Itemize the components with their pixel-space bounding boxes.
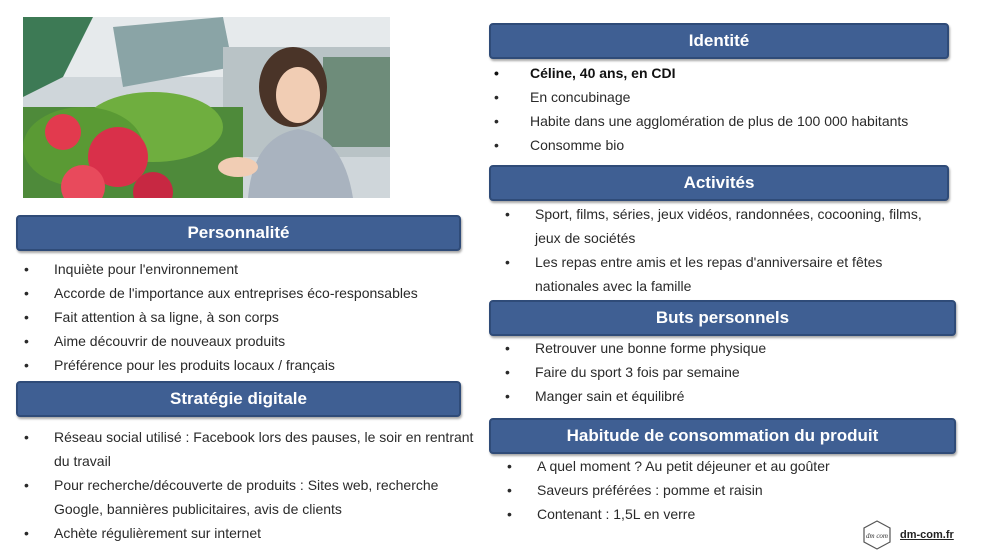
identite-list (494, 61, 964, 157)
buts-list (489, 336, 949, 408)
list-item: • Achète régulièrement sur internet (24, 521, 476, 545)
list-item: • Accorde de l'importance aux entreprises éco-responsables (24, 281, 474, 305)
personnalite-header (16, 215, 461, 251)
market-photo-illustration (23, 17, 390, 198)
habitude-title: Habitude de consommation du produit (566, 426, 879, 445)
list-item: • Aime découvrir de nouveaux produits (24, 329, 474, 353)
list-item: • Fait attention à sa ligne, à son corps (24, 305, 474, 329)
list-item: • Pour recherche/découverte de produits : Sites web, recherche Google, bannières publicitaires, avis de clients (24, 473, 476, 521)
strategie-title: Stratégie digitale (170, 389, 307, 408)
list-item: • Les repas entre amis et les repas d'anniversaire et fêtes nationales avec la famille (489, 250, 929, 298)
identite-header (489, 23, 949, 59)
list-item: • Consomme bio (494, 133, 964, 157)
list-item: • Habite dans une agglomération de plus de 100 000 habitants (494, 109, 964, 133)
list-item: • Inquiète pour l'environnement (24, 257, 474, 281)
dm-com-logo (862, 520, 954, 550)
habitude-list (491, 454, 951, 526)
list-item: • Faire du sport 3 fois par semaine (489, 360, 949, 384)
list-item: • Retrouver une bonne forme physique (489, 336, 949, 360)
list-item: • En concubinage (494, 85, 964, 109)
list-item: • Céline, 40 ans, en CDI (494, 61, 964, 85)
list-item: • Préférence pour les produits locaux / français (24, 353, 474, 377)
list-item: • Réseau social utilisé : Facebook lors des pauses, le soir en rentrant du travail (24, 425, 476, 473)
personnalite-title: Personnalité (187, 223, 290, 242)
strategie-list (24, 425, 476, 545)
persona-photo (23, 17, 390, 198)
buts-title: Buts personnels (655, 308, 790, 327)
list-item: • A quel moment ? Au petit déjeuner et au goûter (491, 454, 951, 478)
habitude-header (489, 418, 956, 454)
logo-url: dm-com.fr (900, 529, 954, 541)
strategie-header (16, 381, 461, 417)
buts-header (489, 300, 956, 336)
activites-title: Activités (683, 173, 755, 192)
logo-mark: dm com (866, 532, 888, 540)
personnalite-list (24, 257, 474, 377)
identite-title: Identité (688, 31, 750, 50)
list-item: • Contenant : 1,5L en verre (491, 502, 951, 526)
list-item: • Saveurs préférées : pomme et raisin (491, 478, 951, 502)
activites-list (489, 202, 929, 298)
logo-icon (862, 520, 892, 550)
activites-header (489, 165, 949, 201)
list-item: • Sport, films, séries, jeux vidéos, randonnées, cocooning, films, jeux de sociétés (489, 202, 929, 250)
list-item: • Manger sain et équilibré (489, 384, 949, 408)
